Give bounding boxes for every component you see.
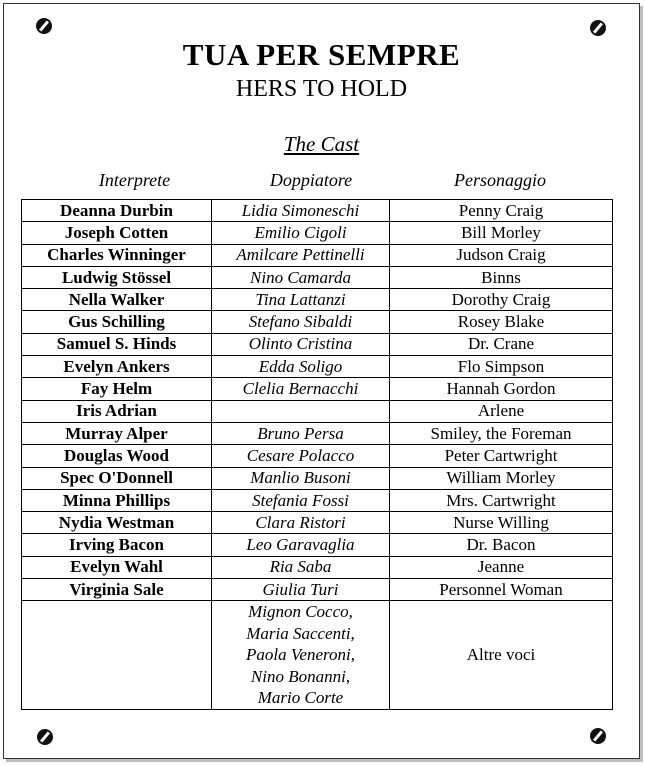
table-cell-role: Hannah Gordon: [390, 378, 613, 400]
table-cell-actor: Samuel S. Hinds: [22, 333, 212, 355]
table-row: [22, 200, 613, 222]
table-cell-voice: Edda Soligo: [212, 356, 390, 378]
voice-line: Mario Corte: [257, 688, 344, 708]
table-cell-actor: Nella Walker: [22, 289, 212, 311]
table-cell-voice: Stefano Sibaldi: [212, 311, 390, 333]
table-cell-actor: Deanna Durbin: [22, 200, 212, 222]
table-cell-actor: Fay Helm: [22, 378, 212, 400]
table-cell-voice: Amilcare Pettinelli: [212, 244, 390, 266]
table-cell-role: Altre voci: [390, 601, 613, 710]
table-row: [22, 489, 613, 511]
table-cell-actor: Douglas Wood: [22, 445, 212, 467]
table-row: [22, 467, 613, 489]
cast-plaque: [3, 3, 640, 759]
page-subtitle: HERS TO HOLD: [235, 76, 408, 102]
page-title: TUA PER SEMPRE: [182, 37, 461, 72]
table-cell-role: Judson Craig: [390, 244, 613, 266]
table-cell-voice: Olinto Cristina: [212, 333, 390, 355]
table-row: [22, 222, 613, 244]
table-cell-voice: Ria Saba: [212, 556, 390, 578]
table-cell-role: Rosey Blake: [390, 311, 613, 333]
table-cell-actor: Murray Alper: [22, 422, 212, 444]
table-row-other-voices: [22, 601, 613, 710]
table-cell-voice: Leo Garavaglia: [212, 534, 390, 556]
screw-icon: [37, 729, 53, 745]
table-cell-voice: Clelia Bernacchi: [212, 378, 390, 400]
table-row: [22, 356, 613, 378]
table-cell-voice: Stefania Fossi: [212, 489, 390, 511]
table-row: [22, 556, 613, 578]
table-cell-role: William Morley: [390, 467, 613, 489]
table-row: [22, 289, 613, 311]
table-cell-role: Dr. Crane: [390, 333, 613, 355]
voice-line: Mignon Cocco,: [248, 602, 353, 622]
table-row: [22, 445, 613, 467]
screw-icon: [590, 728, 606, 744]
table-cell-voice: [212, 601, 390, 710]
table-row: [22, 311, 613, 333]
cast-heading: The Cast: [283, 132, 360, 156]
table-cell-role: Bill Morley: [390, 222, 613, 244]
table-cell-role: Mrs. Cartwright: [390, 489, 613, 511]
table-cell-role: Jeanne: [390, 556, 613, 578]
column-header-actor: Interprete: [98, 170, 171, 190]
table-cell-actor: Joseph Cotten: [22, 222, 212, 244]
table-row: [22, 534, 613, 556]
table-cell-actor: Minna Phillips: [22, 489, 212, 511]
table-row: [22, 333, 613, 355]
table-cell-actor: Evelyn Ankers: [22, 356, 212, 378]
table-cell-role: Dorothy Craig: [390, 289, 613, 311]
voice-line: Maria Saccenti,: [246, 623, 355, 643]
table-cell-role: Arlene: [390, 400, 613, 422]
table-cell-voice: Nino Camarda: [212, 266, 390, 288]
table-row: [22, 400, 613, 422]
table-row: [22, 512, 613, 534]
table-cell-actor: Irving Bacon: [22, 534, 212, 556]
table-cell-voice: Lidia Simoneschi: [212, 200, 390, 222]
cast-table: [21, 199, 613, 710]
table-cell-actor: Spec O'Donnell: [22, 467, 212, 489]
table-cell-actor: Ludwig Stössel: [22, 266, 212, 288]
table-row: [22, 579, 613, 601]
table-cell-voice: Emilio Cigoli: [212, 222, 390, 244]
column-header-voice: Doppiatore: [269, 170, 353, 190]
table-cell-role: Personnel Woman: [390, 579, 613, 601]
table-cell-voice: Clara Ristori: [212, 512, 390, 534]
voice-line: Nino Bonanni,: [250, 666, 351, 686]
table-cell-actor: Evelyn Wahl: [22, 556, 212, 578]
table-cell-actor: Virginia Sale: [22, 579, 212, 601]
voice-line: Paola Veneroni,: [246, 645, 355, 665]
table-cell-role: Penny Craig: [390, 200, 613, 222]
table-cell-voice: Cesare Polacco: [212, 445, 390, 467]
table-cell-actor: Charles Winninger: [22, 244, 212, 266]
table-cell-role: Flo Simpson: [390, 356, 613, 378]
table-cell-role: Smiley, the Foreman: [390, 422, 613, 444]
table-cell-voice: [212, 400, 390, 422]
table-cell-actor: [22, 601, 212, 710]
table-cell-actor: Nydia Westman: [22, 512, 212, 534]
table-row: [22, 378, 613, 400]
table-cell-role: Peter Cartwright: [390, 445, 613, 467]
table-row: [22, 266, 613, 288]
table-cell-voice: Bruno Persa: [212, 422, 390, 444]
screw-icon: [36, 18, 52, 34]
table-row: [22, 422, 613, 444]
table-cell-role: Nurse Willing: [390, 512, 613, 534]
table-row: [22, 244, 613, 266]
table-cell-voice: Tina Lattanzi: [212, 289, 390, 311]
screw-icon: [590, 20, 606, 36]
table-cell-role: Dr. Bacon: [390, 534, 613, 556]
cast-table-body: [22, 200, 613, 710]
column-header-role: Personaggio: [454, 170, 546, 190]
table-cell-actor: Iris Adrian: [22, 400, 212, 422]
table-cell-role: Binns: [390, 266, 613, 288]
table-cell-voice: Manlio Busoni: [212, 467, 390, 489]
table-cell-actor: Gus Schilling: [22, 311, 212, 333]
table-cell-voice: Giulia Turi: [212, 579, 390, 601]
